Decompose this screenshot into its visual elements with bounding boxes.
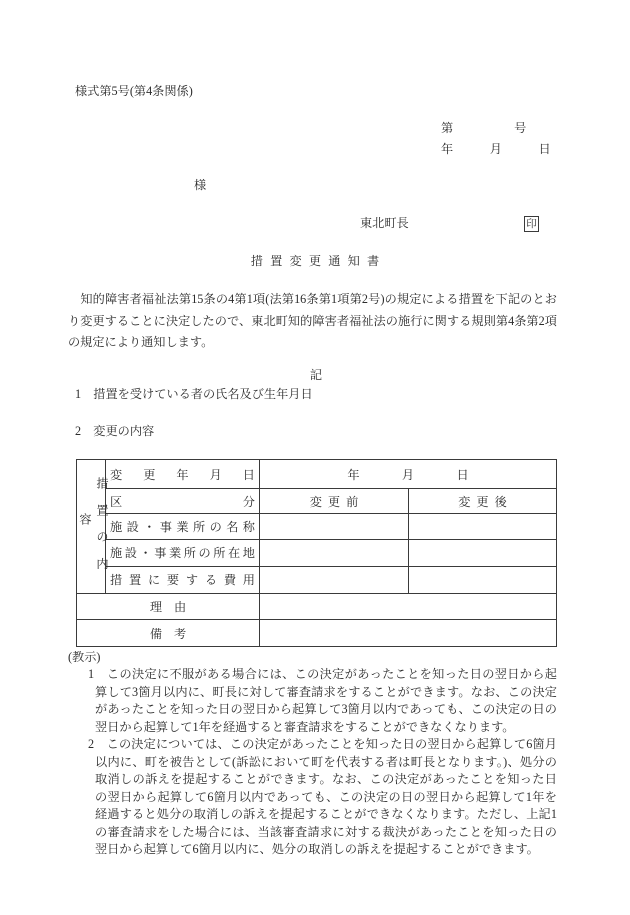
vertical-header-text: 措置の内容 bbox=[78, 476, 109, 584]
label-cost: 措置に要する費用 bbox=[110, 573, 255, 588]
numbered-item-1: 1 措置を受けている者の氏名及び生年月日 bbox=[75, 387, 313, 401]
column-header-after: 変更後 bbox=[458, 494, 513, 509]
value-change-date: 年 月 日 bbox=[347, 467, 475, 482]
table-row bbox=[77, 539, 557, 566]
value-cell-cost-before[interactable] bbox=[260, 566, 409, 593]
value-cell-facility-name-after[interactable] bbox=[409, 514, 557, 539]
instructions-list bbox=[0, 666, 630, 859]
label-category: 区分 bbox=[110, 494, 255, 509]
header-cell-after bbox=[409, 489, 557, 514]
label-cell-reason bbox=[77, 594, 260, 620]
column-header-before: 変更前 bbox=[309, 494, 365, 509]
numbered-item-2: 2 変更の内容 bbox=[75, 424, 155, 438]
label-cell-remarks bbox=[77, 620, 260, 647]
label-facility-address: 施設・事業所の所在地 bbox=[110, 546, 255, 561]
label-reason: 理由 bbox=[149, 600, 199, 614]
instructions-item-1: 1 この決定に不服がある場合には、この決定があったことを知った日の翌日から起算して3箇月以内に、町長に対して審査請求をすることができます。なお、この決定があったことを知った日の翌日から起算して3箇月以内であっても、この決定の日の翌日から起算して1年を経過すると審査請求をすることができなくなります。 bbox=[88, 667, 557, 734]
issuer-name: 東北町長 bbox=[360, 216, 409, 230]
ki-mark: 記 bbox=[309, 368, 323, 382]
form-number-label: 様式第5号(第4条関係) bbox=[75, 84, 193, 98]
value-cell-facility-name-before[interactable] bbox=[260, 514, 409, 539]
addressee-honorific: 様 bbox=[194, 178, 207, 192]
vertical-header-cell bbox=[77, 460, 109, 594]
header-cell-before bbox=[260, 489, 409, 514]
value-cell-facility-address-after[interactable] bbox=[409, 539, 557, 566]
body-paragraph: 知的障害者福祉法第15条の4第1項(法第16条第1項第2号)の規定による措置を下記のとおり変更することに決定したので、東北町知的障害者福祉法の施行に関する規則第4条第2項の規定により通知します。 bbox=[68, 292, 557, 349]
label-cell-facility-address bbox=[106, 539, 260, 566]
page-title: 措置変更通知書 bbox=[250, 254, 387, 268]
table-row bbox=[77, 620, 557, 647]
change-details-table bbox=[76, 459, 557, 647]
document-date-field: 年 月 日 bbox=[441, 142, 551, 156]
table-row bbox=[77, 594, 557, 620]
label-remarks: 備考 bbox=[149, 626, 199, 641]
table-row bbox=[77, 489, 557, 514]
value-cell-change-date[interactable] bbox=[260, 460, 557, 489]
table-row bbox=[77, 566, 557, 593]
value-cell-cost-after[interactable] bbox=[409, 566, 557, 593]
value-cell-remarks[interactable] bbox=[260, 620, 557, 647]
instructions-item-2: 2 この決定については、この決定があったことを知った日の翌日から起算して6箇月以内に、町を被告として(訴訟において町を代表する者は町長となります。)、処分の取消しの訴えを提起することができます。なお、この決定があったことを知った日の翌日から起算して6箇月以内であっても、この決定の日の翌日から起算して1年を経過すると処分の取消しの訴えを提起することができなくなります。ただし、上記1の審査請求をした場合には、当該審査請求に対する裁決があったことを知った日の翌日から起算して6箇月以内に、処分の取消しの訴えを提起することができます。 bbox=[88, 737, 557, 856]
value-cell-reason[interactable] bbox=[260, 594, 557, 620]
document-number-field: 第 号 bbox=[441, 121, 527, 135]
table-row bbox=[77, 460, 557, 489]
label-cell-category bbox=[106, 489, 260, 514]
label-cell-change-date bbox=[106, 460, 260, 489]
label-facility-name: 施設・事業所の名称 bbox=[110, 520, 255, 534]
label-change-date: 変更年月日 bbox=[110, 467, 255, 482]
table-row bbox=[77, 514, 557, 539]
label-cell-cost bbox=[106, 566, 260, 593]
change-details-table-wrapper bbox=[76, 459, 557, 647]
value-cell-facility-address-before[interactable] bbox=[260, 539, 409, 566]
label-cell-facility-name bbox=[106, 514, 260, 539]
instructions-heading: (教示) bbox=[68, 650, 101, 664]
seal-stamp-icon: 印 bbox=[524, 216, 539, 232]
